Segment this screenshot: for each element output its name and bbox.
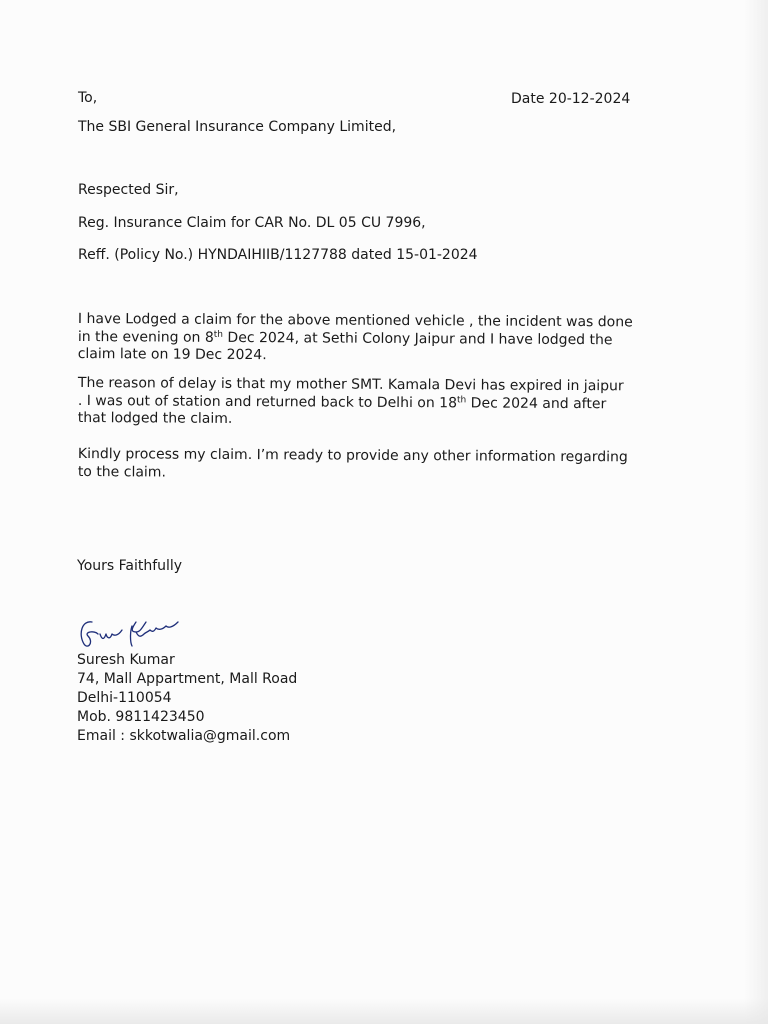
recipient-line: The SBI General Insurance Company Limited, <box>78 119 397 135</box>
to-line: To, <box>78 90 98 106</box>
paragraph-2-line-2: . I was out of station and returned back to Delhi on 18th Dec 2024 and after <box>77 392 607 412</box>
paragraph-1-line-1: I have Lodged a claim for the above mentioned vehicle , the incident was done <box>77 311 633 331</box>
reference-line: Reff. (Policy No.) HYNDAIHIIB/1127788 dated 15-01-2024 <box>78 247 478 263</box>
closing-line: Yours Faithfully <box>77 558 183 574</box>
body-paragraph-3 <box>78 446 628 484</box>
paragraph-2-line-1: The reason of delay is that my mother SMT. Kamala Devi has expired in jaipur <box>77 375 624 395</box>
sender-email: Email : skkotwalia@gmail.com <box>77 728 291 744</box>
sender-city: Delhi-110054 <box>77 690 172 706</box>
paragraph-3-line-2: to the claim. <box>77 463 166 481</box>
salutation: Respected Sir, <box>78 182 179 198</box>
letter-date: Date 20-12-2024 <box>511 91 631 107</box>
body-paragraph-1 <box>78 311 633 367</box>
paragraph-1-line-2: in the evening on 8th Dec 2024, at Sethi Colony Jaipur and I have lodged the <box>77 328 613 348</box>
sender-mobile: Mob. 9811423450 <box>77 709 205 725</box>
subject-line: Reg. Insurance Claim for CAR No. DL 05 CU 7996, <box>78 215 426 231</box>
paragraph-1-line-3: claim late on 19 Dec 2024. <box>77 345 267 364</box>
sender-address: 74, Mall Appartment, Mall Road <box>77 671 298 687</box>
body-paragraph-2 <box>78 375 624 431</box>
sender-name: Suresh Kumar <box>77 652 175 668</box>
paragraph-2-line-3: that lodged the claim. <box>77 409 233 427</box>
paragraph-3-line-1: Kindly process my claim. I’m ready to provide any other information regarding <box>77 446 628 466</box>
